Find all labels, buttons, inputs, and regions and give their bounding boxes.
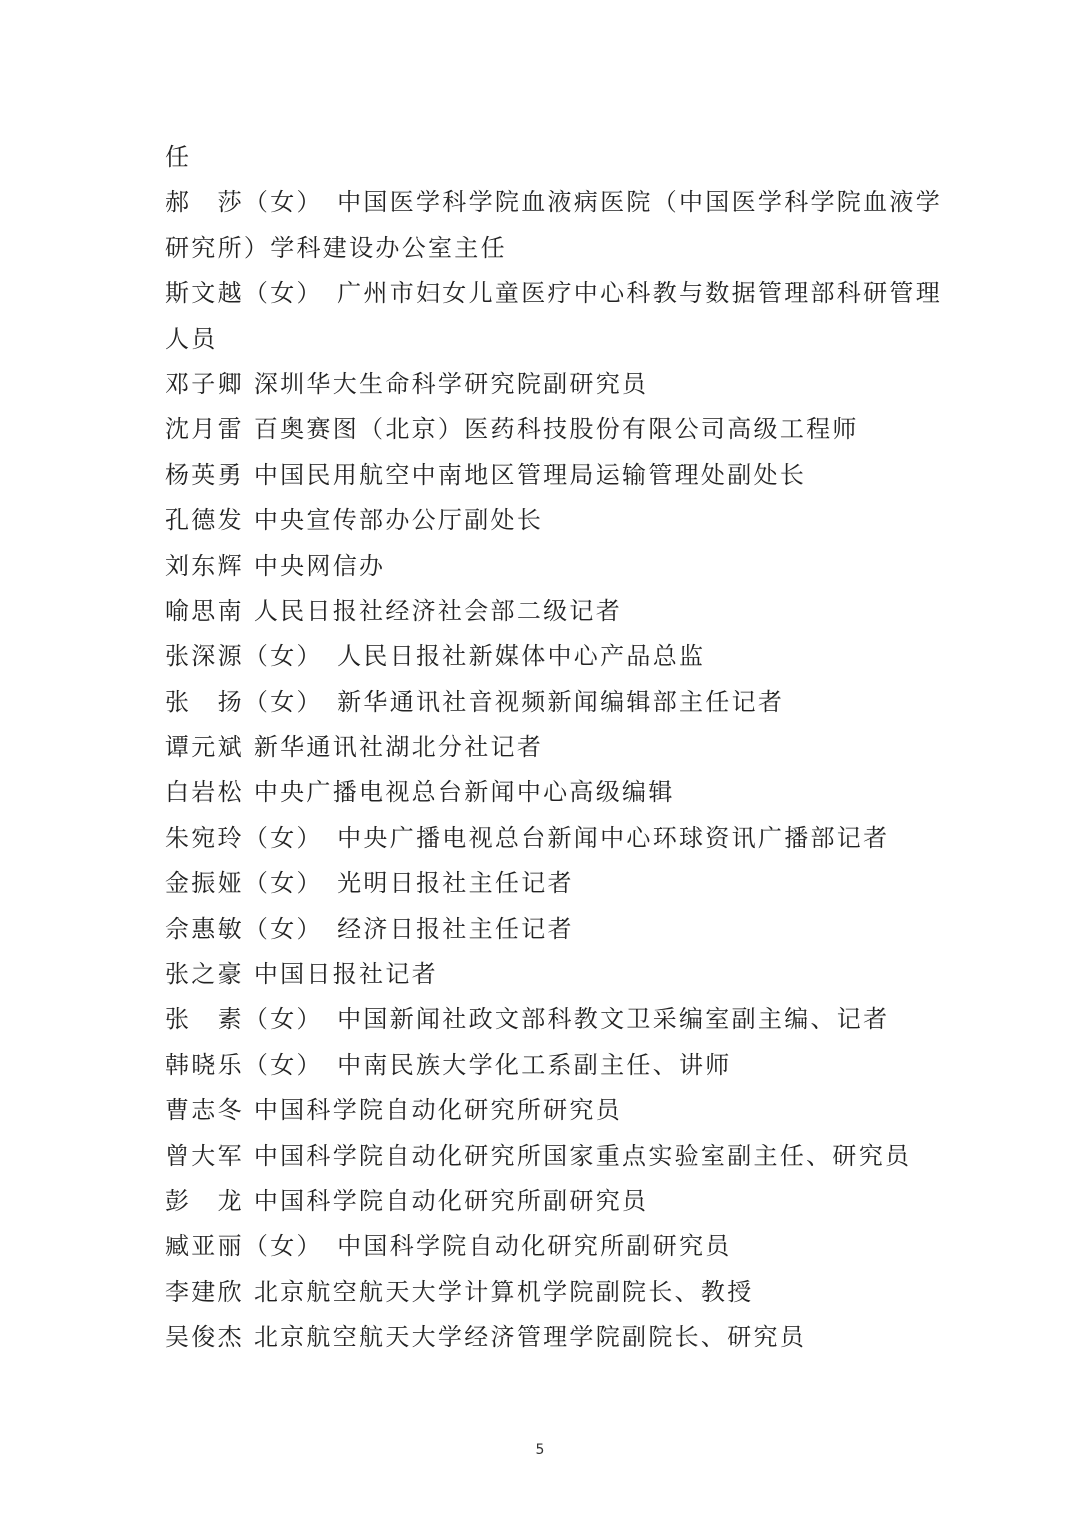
list-line: 邓子卿 深圳华大生命科学研究院副研究员 bbox=[165, 369, 649, 398]
list-line: 谭元斌 新华通讯社湖北分社记者 bbox=[165, 733, 544, 762]
list-line: 吴俊杰 北京航空航天大学经济管理学院副院长、研究员 bbox=[165, 1323, 807, 1352]
list-line: 曾大军 中国科学院自动化研究所国家重点实验室副主任、研究员 bbox=[165, 1141, 912, 1170]
name-list bbox=[165, 135, 942, 1361]
list-line: 韩晓乐（女） 中南民族大学化工系副主任、讲师 bbox=[165, 1050, 732, 1079]
list-line: 人员 bbox=[165, 324, 218, 353]
list-line: 白岩松 中央广播电视总台新闻中心高级编辑 bbox=[165, 778, 675, 807]
list-line: 臧亚丽（女） 中国科学院自动化研究所副研究员 bbox=[165, 1232, 732, 1261]
list-line: 刘东辉 中央网信办 bbox=[165, 551, 386, 580]
list-line: 朱宛玲（女） 中央广播电视总台新闻中心环球资讯广播部记者 bbox=[165, 823, 890, 852]
list-line: 彭 龙 中国科学院自动化研究所副研究员 bbox=[165, 1186, 649, 1215]
list-line: 斯文越（女） 广州市妇女儿童医疗中心科教与数据管理部科研管理 bbox=[165, 279, 942, 308]
list-line: 张深源（女） 人民日报社新媒体中心产品总监 bbox=[165, 642, 706, 671]
list-line: 李建欣 北京航空航天大学计算机学院副院长、教授 bbox=[165, 1277, 754, 1306]
list-line: 佘惠敏（女） 经济日报社主任记者 bbox=[165, 914, 574, 943]
list-line: 杨英勇 中国民用航空中南地区管理局运输管理处副处长 bbox=[165, 460, 807, 489]
list-line: 研究所）学科建设办公室主任 bbox=[165, 233, 507, 262]
list-line: 张 素（女） 中国新闻社政文部科教文卫采编室副主编、记者 bbox=[165, 1005, 890, 1034]
list-line: 孔德发 中央宣传部办公厅副处长 bbox=[165, 506, 544, 535]
list-line: 沈月雷 百奥赛图（北京）医药科技股份有限公司高级工程师 bbox=[165, 415, 859, 444]
list-line: 任 bbox=[165, 143, 192, 171]
list-line: 曹志冬 中国科学院自动化研究所研究员 bbox=[165, 1096, 623, 1125]
list-line: 张 扬（女） 新华通讯社音视频新闻编辑部主任记者 bbox=[165, 687, 785, 716]
list-line: 喻思南 人民日报社经济社会部二级记者 bbox=[165, 596, 623, 625]
page-number: 5 bbox=[535, 1442, 545, 1458]
list-line: 金振娅（女） 光明日报社主任记者 bbox=[165, 869, 574, 898]
list-line: 郝 莎（女） 中国医学科学院血液病医院（中国医学科学院血液学 bbox=[165, 188, 942, 217]
list-line: 张之豪 中国日报社记者 bbox=[165, 960, 438, 989]
